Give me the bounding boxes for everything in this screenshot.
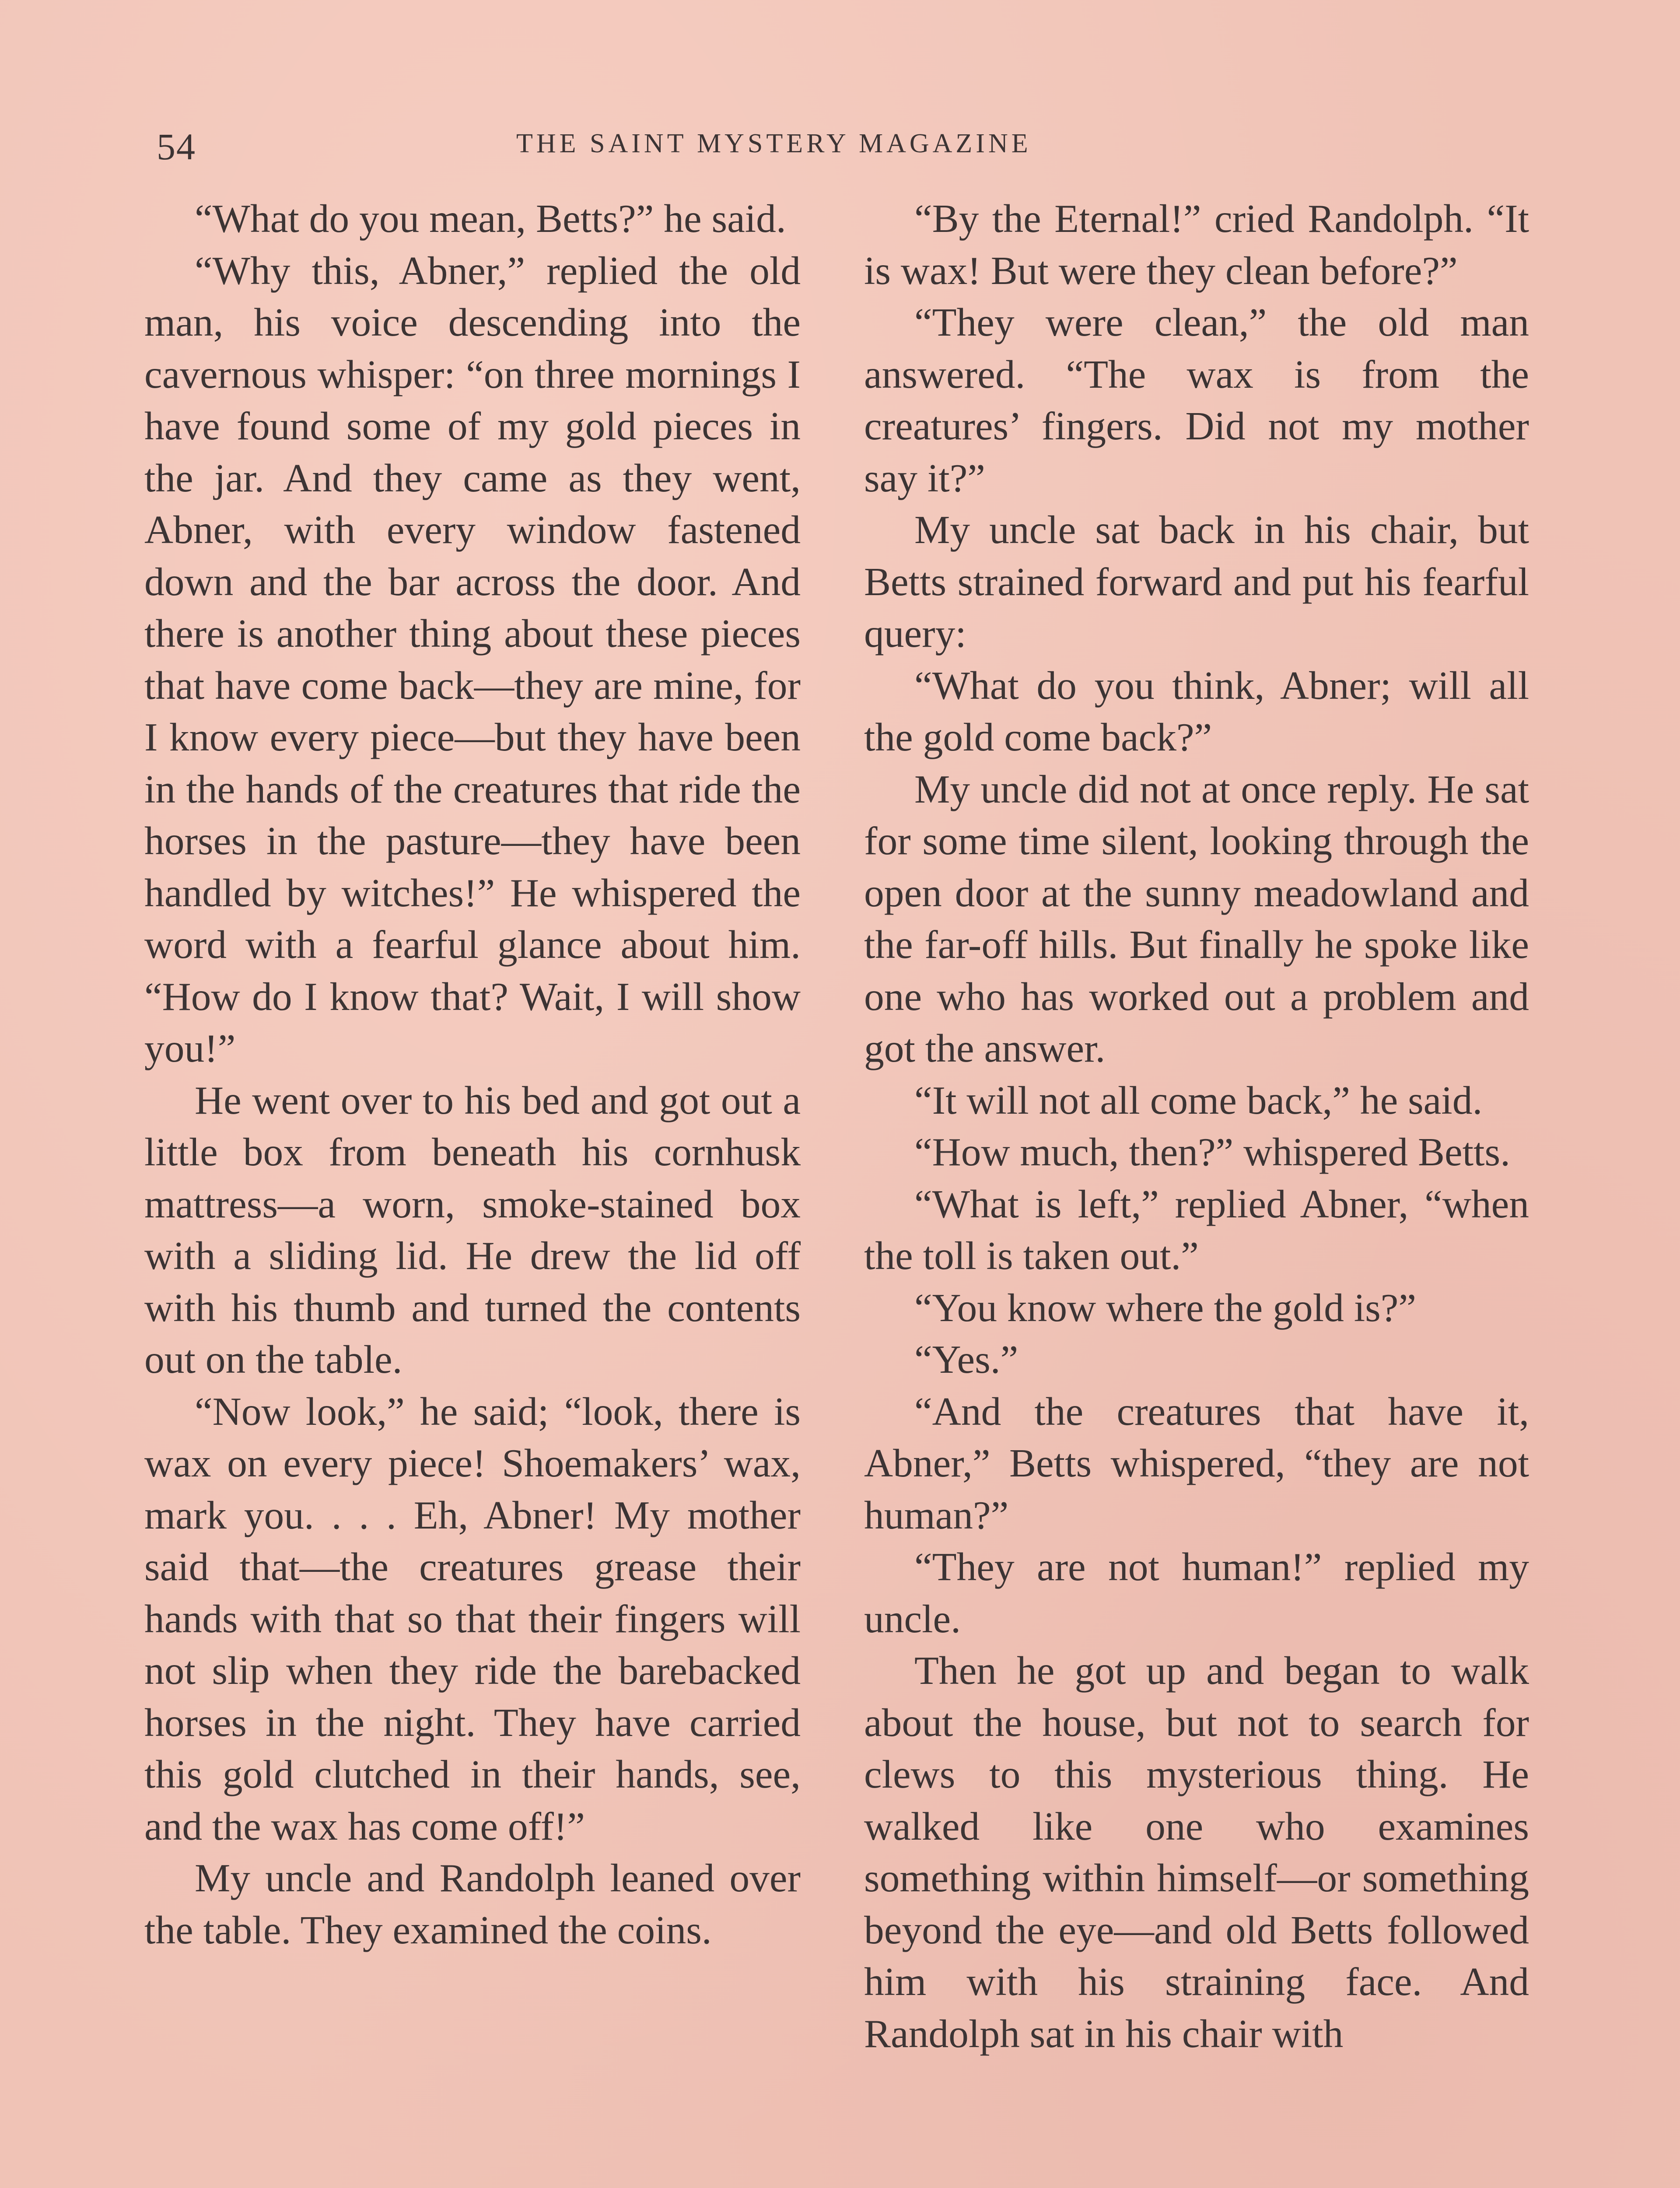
paragraph: “They are not human!” replied my uncle. bbox=[864, 1544, 1529, 1641]
paragraph: “Yes.” bbox=[914, 1337, 1018, 1382]
paragraph: “Now look,” he said; “look, there is wax on every piece! Shoemakers’ wax, mark you. . . . Eh, Abner! My mother said that—the creatures grease their hands with that so that their fingers will not slip when they ride the barebacked horses in the night. They have carried this gold clutched in their hands, see, and the wax has come off!” bbox=[144, 1389, 801, 1848]
paragraph: “What is left,” replied Abner, “when the toll is taken out.” bbox=[864, 1181, 1529, 1278]
paragraph: “What do you mean, Betts?” he said. bbox=[195, 196, 786, 241]
paragraph: “It will not all come back,” he said. bbox=[914, 1077, 1483, 1122]
paragraph: “And the creatures that have it, Abner,” Betts whispered, “they are not human?” bbox=[864, 1389, 1529, 1537]
paragraph: “Why this, Abner,” replied the old man, his voice descending into the cavernous whisper: “on three mornings I have found some of my gold pieces in the jar. And they came as they went, Abner, with every window fastened down and the bar across the door. And there is another thing about these pieces that have come back—they are mine, for I know every piece—but they have been in the hands of the creatures that ride the horses in the pasture—they have been handled by witches!” He whispered the word with a fearful glance about him. “How do I know that? Wait, I will show you!” bbox=[144, 248, 801, 1070]
paragraph: He went over to his bed and got out a little box from beneath his cornhusk mattress—a worn, smoke-stained box with a sliding lid. He drew the lid off with his thumb and turned the contents out on the table. bbox=[144, 1077, 801, 1382]
right-column bbox=[864, 193, 1529, 2059]
paragraph: “What do you think, Abner; will all the gold come back?” bbox=[864, 663, 1529, 759]
paragraph: My uncle sat back in his chair, but Betts strained forward and put his fearful query: bbox=[864, 507, 1529, 656]
page-number: 54 bbox=[157, 126, 196, 168]
left-column bbox=[144, 193, 801, 1956]
running-head: THE SAINT MYSTERY MAGAZINE bbox=[516, 129, 1032, 158]
paragraph: My uncle did not at once reply. He sat for some time silent, looking through the open door at the sunny meadowland and the far-off hills. But finally he spoke like one who has worked out a problem and got the answer. bbox=[864, 766, 1529, 1070]
paragraph: “How much, then?” whispered Betts. bbox=[914, 1129, 1510, 1174]
paragraph: “They were clean,” the old man answered. “The wax is from the creatures’ fingers. Did not my mother say it?” bbox=[864, 300, 1529, 500]
paragraph: Then he got up and began to walk about the house, but not to search for clews to this mysterious thing. He walked like one who examines something within himself—or something beyond the eye—and old Betts followed him with his straining face. And Randolph sat in his chair with bbox=[864, 1648, 1529, 2056]
page-header bbox=[0, 125, 1680, 173]
paragraph: “You know where the gold is?” bbox=[914, 1285, 1416, 1330]
paragraph: My uncle and Randolph leaned over the table. They examined the coins. bbox=[144, 1855, 801, 1952]
paragraph: “By the Eternal!” cried Randolph. “It is wax! But were they clean before?” bbox=[864, 196, 1529, 293]
